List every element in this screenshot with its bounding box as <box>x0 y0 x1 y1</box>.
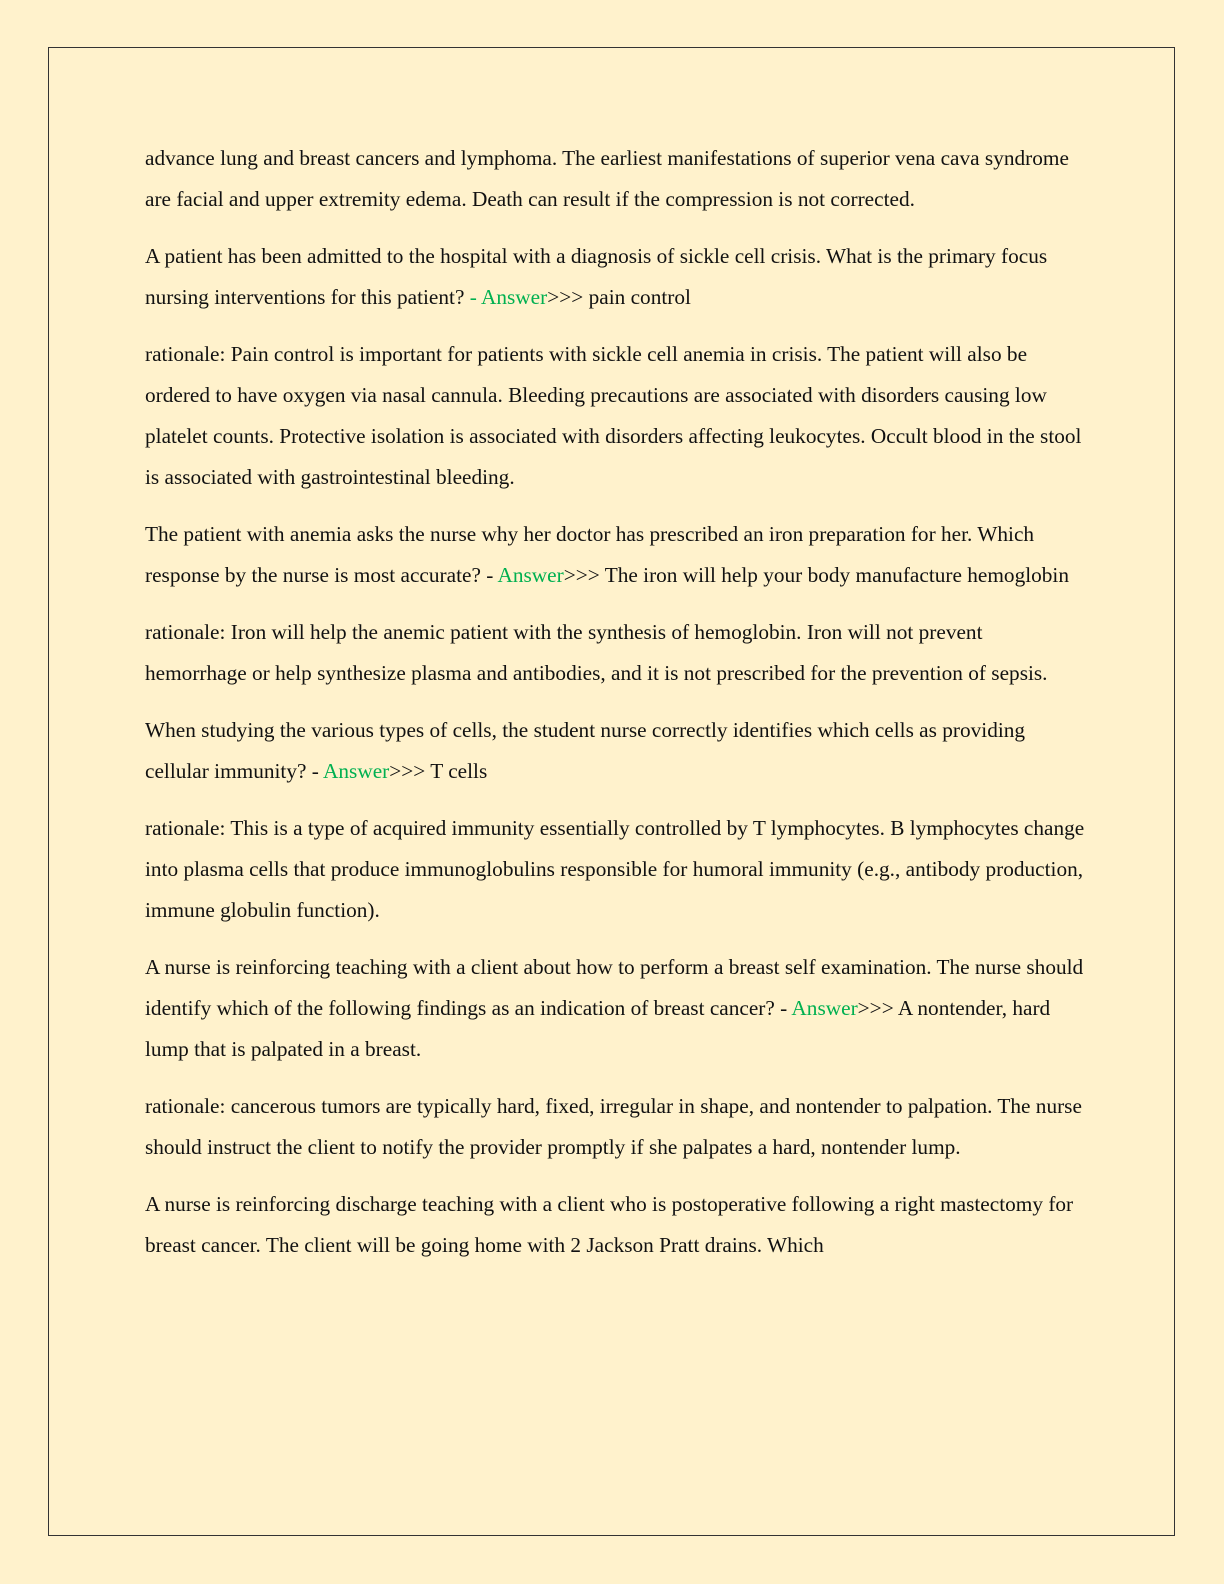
question-text: A nurse is reinforcing teaching with a client about how to perform a breast self examination. The nurse should identify which of the following findings as an indication of breast cancer? <box>145 955 1084 1020</box>
rationale-paragraph: rationale: This is a type of acquired immunity essentially controlled by T lymphocytes. B lymphocytes change into plasma cells that produce immunoglobulins responsible for humoral immunity (e.g., antibody production, immune globulin function). <box>145 816 1085 922</box>
paragraph: advance lung and breast cancers and lymphoma. The earliest manifestations of superior vena cava syndrome are facial and upper extremity edema. Death can result if the compression is not corrected. <box>145 146 1069 211</box>
answer-label: Answer <box>497 563 564 587</box>
answer-text: The iron will help your body manufacture hemoglobin <box>599 563 1069 587</box>
question-text: The patient with anemia asks the nurse why her doctor has prescribed an iron preparation for her. Which response by the nurse is most accurate? <box>145 522 1035 587</box>
question-paragraph <box>145 947 1085 1070</box>
answer-arrows: >>> <box>547 285 584 309</box>
question-paragraph <box>145 710 1085 792</box>
answer-label: Answer <box>480 285 548 309</box>
answer-separator: - <box>464 285 481 309</box>
answer-arrows: >>> <box>857 996 894 1020</box>
paragraph: A nurse is reinforcing discharge teaching with a client who is postoperative following a right mastectomy for breast cancer. The client will be going home with 2 Jackson Pratt drains. Which <box>145 1192 1074 1257</box>
question-paragraph <box>145 236 1085 318</box>
question-text: When studying the various types of cells, the student nurse correctly identifies which cells as providing cellular immunity? <box>145 718 1026 783</box>
rationale-paragraph: rationale: Pain control is important for patients with sickle cell anemia in crisis. The patient will also be ordered to have oxygen via nasal cannula. Bleeding precautions are associated with disorders causing low platelet counts. Protective isolation is associated with disorders affecting leukocytes. Occult blood in the stool is associated with gastrointestinal bleeding. <box>145 342 1082 489</box>
answer-separator: - <box>480 563 498 587</box>
answer-label: Answer <box>323 759 390 783</box>
document-body <box>145 138 1085 1282</box>
answer-text: T cells <box>425 759 488 783</box>
answer-arrows: >>> <box>563 563 600 587</box>
question-paragraph <box>145 514 1085 596</box>
answer-text: pain control <box>583 285 691 309</box>
answer-text: A nontender, hard lump that is palpated in a breast. <box>145 996 1051 1061</box>
answer-label: Answer <box>791 996 858 1020</box>
answer-separator: - <box>774 996 792 1020</box>
answer-arrows: >>> <box>389 759 426 783</box>
rationale-paragraph: rationale: cancerous tumors are typically hard, fixed, irregular in shape, and nontender to palpation. The nurse should instruct the client to notify the provider promptly if she palpates a hard, nontender lump. <box>145 1094 1082 1159</box>
rationale-paragraph: rationale: Iron will help the anemic patient with the synthesis of hemoglobin. Iron will not prevent hemorrhage or help synthesize plasma and antibodies, and it is not prescribed for the prevention of sepsis. <box>145 620 1048 685</box>
answer-separator: - <box>306 759 324 783</box>
question-text: A patient has been admitted to the hospital with a diagnosis of sickle cell crisis. What is the primary focus nursing interventions for this patient? <box>145 244 1048 309</box>
